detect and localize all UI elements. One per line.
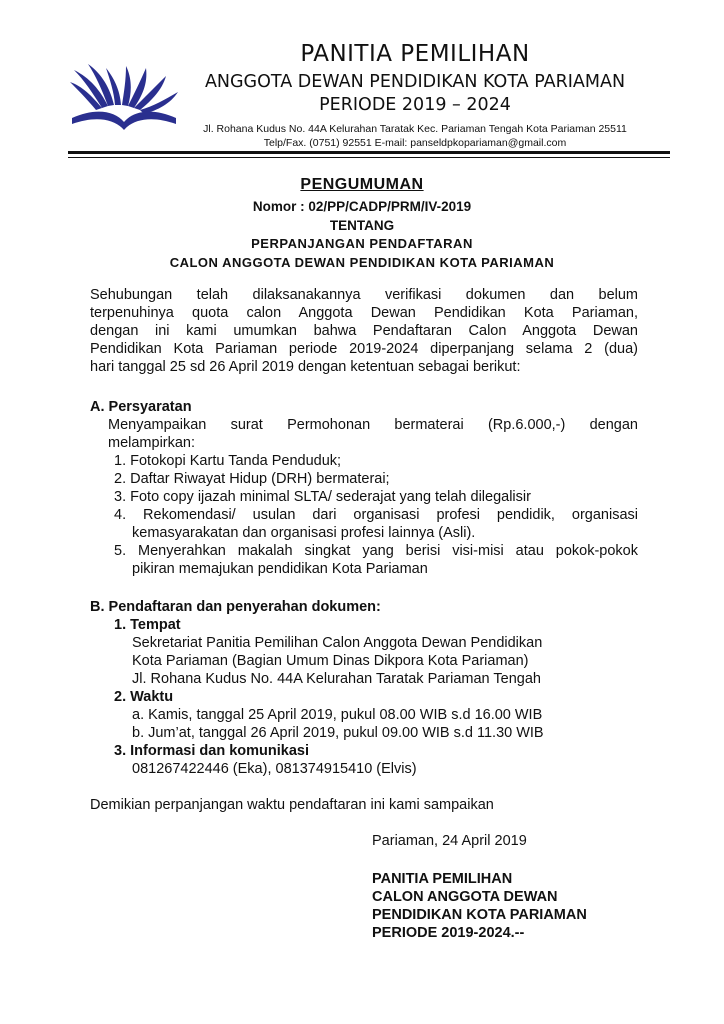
requirement-item: 1. Fotokopi Kartu Tanda Penduduk; <box>114 453 342 469</box>
org-address: Jl. Rohana Kudus No. 44A Kelurahan Taratak Kec. Pariaman Tengah Kota Pariaman 25511 <box>203 123 627 135</box>
letterhead-thin-rule <box>68 157 670 158</box>
signatory-line: PERIODE 2019-2024.-- <box>372 925 525 941</box>
book-leaves-logo <box>68 62 180 136</box>
time-line: b. Jum’at, tanggal 26 April 2019, pukul 09.00 WIB s.d 11.30 WIB <box>132 725 544 741</box>
info-heading: 3. Informasi dan komunikasi <box>114 743 309 759</box>
time-line: a. Kamis, tanggal 25 April 2019, pukul 08.00 WIB s.d 16.00 WIB <box>132 707 543 723</box>
document-heading: PENGUMUMAN <box>300 176 424 193</box>
org-contact: Telp/Fax. (0751) 92551 E-mail: panseldpkopariaman@gmail.com <box>263 137 567 149</box>
place-line: Kota Pariaman (Bagian Umum Dinas Dikpora Kota Pariaman) <box>132 653 529 669</box>
closing-sentence: Demikian perpanjangan waktu pendaftaran ini kami sampaikan <box>90 797 494 813</box>
place-heading: 1. Tempat <box>114 617 181 633</box>
letterhead <box>180 40 650 150</box>
section-a-heading: A. Persyaratan <box>90 399 192 415</box>
intro-line: hari tanggal 25 sd 26 April 2019 dengan ketentuan sebagai berikut: <box>90 359 521 375</box>
signatory-line: PANITIA PEMILIHAN <box>372 871 513 887</box>
requirement-item: 2. Daftar Riwayat Hidup (DRH) bermaterai; <box>114 471 390 487</box>
intro-line: Sehubungan telah dilaksanakannya verifikasi dokumen dan belum <box>90 287 638 303</box>
time-heading: 2. Waktu <box>114 689 174 705</box>
requirement-item-continued: pikiran memajukan pendidikan Kota Pariaman <box>132 561 428 577</box>
intro-line: terpenuhinya quota calon Anggota Dewan Pendidikan Kota Pariaman, <box>90 305 638 321</box>
section-a-lead: Menyampaikan surat Permohonan bermaterai (Rp.6.000,-) dengan <box>108 417 638 433</box>
org-name: PANITIA PEMILIHAN <box>300 41 530 67</box>
document-subject-2: CALON ANGGOTA DEWAN PENDIDIKAN KOTA PARIAMAN <box>169 255 555 270</box>
document-about: TENTANG <box>329 218 395 233</box>
requirement-item: 4. Rekomendasi/ usulan dari organisasi profesi pendidik, organisasi <box>114 507 638 523</box>
section-b-heading: B. Pendaftaran dan penyerahan dokumen: <box>90 599 381 615</box>
place-line: Sekretariat Panitia Pemilihan Calon Anggota Dewan Pendidikan <box>132 635 543 651</box>
intro-line: dengan ini kami umumkan bahwa Pendaftaran Calon Anggota Dewan <box>90 323 638 339</box>
org-subtitle: ANGGOTA DEWAN PENDIDIKAN KOTA PARIAMAN <box>204 72 626 92</box>
signatory-line: PENDIDIKAN KOTA PARIAMAN <box>372 907 587 923</box>
letterhead-thick-rule <box>68 151 670 154</box>
org-period: PERIODE 2019 – 2024 <box>319 95 511 115</box>
section-a-lead: melampirkan: <box>108 435 196 451</box>
document-subject-1: PERPANJANGAN PENDAFTARAN <box>251 236 473 251</box>
signatory-line: CALON ANGGOTA DEWAN <box>372 889 558 905</box>
place-line: Jl. Rohana Kudus No. 44A Kelurahan Taratak Pariaman Tengah <box>132 671 541 687</box>
requirement-item-continued: kemasyarakatan dan organisasi profesi lainnya (Asli). <box>132 525 476 541</box>
info-contacts: 081267422446 (Eka), 081374915410 (Elvis) <box>132 761 417 777</box>
requirement-item: 5. Menyerahkan makalah singkat yang berisi visi-misi atau pokok-pokok <box>114 543 638 559</box>
document-number: Nomor : 02/PP/CADP/PRM/IV-2019 <box>252 199 472 214</box>
intro-line: Pendidikan Kota Pariaman periode 2019-2024 diperpanjang selama 2 (dua) <box>90 341 638 357</box>
requirement-item: 3. Foto copy ijazah minimal SLTA/ sederajat yang telah dilegalisir <box>114 489 531 505</box>
place-date: Pariaman, 24 April 2019 <box>372 833 527 849</box>
intro-paragraph <box>90 286 638 376</box>
